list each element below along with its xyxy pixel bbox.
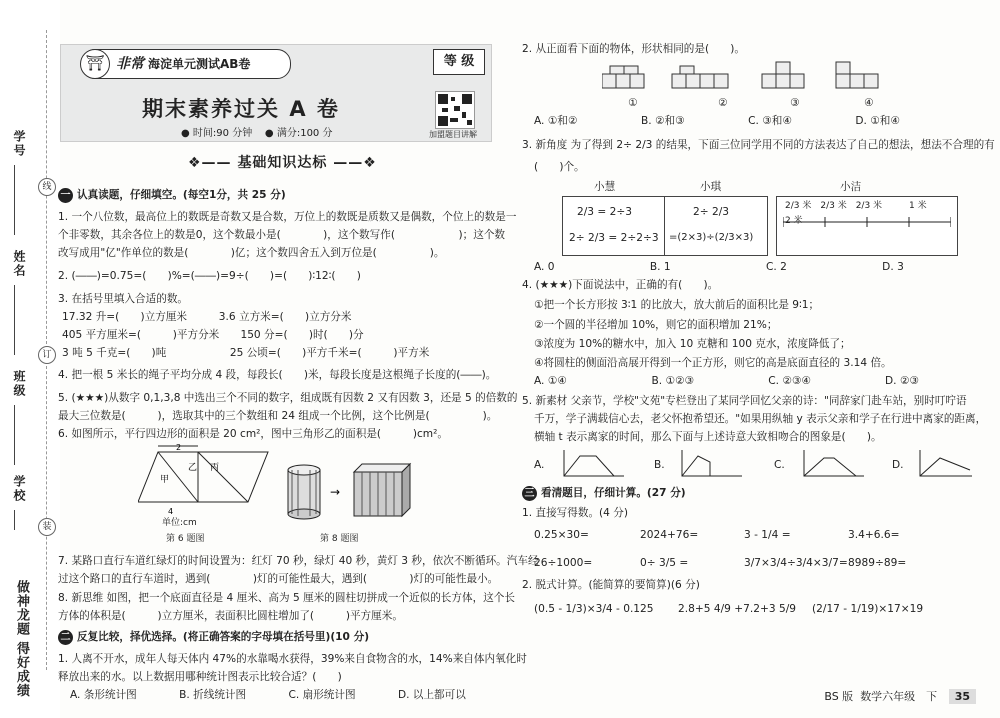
question-line: 5. 新素材 父亲节，学校"文苑"专栏登出了某同学回忆父亲的诗："同辞家门赴车站，别时叮咛语: [522, 395, 967, 407]
calc-item: 26÷1000=: [534, 557, 593, 569]
question-line: 最大三位数是( )，选取其中的三个数组和 24 组成一个比例，这个比例是( )。: [58, 410, 498, 422]
fig6-top-label: 2: [176, 443, 182, 452]
edition: BS 版: [824, 690, 854, 703]
part3-heading: [522, 484, 686, 502]
question-line: 1. 直接写得数。(4 分): [522, 507, 629, 519]
score-icon: ●: [264, 128, 274, 139]
question-line: 405 平方厘米=( )平方分米 150 分=( )时( )分: [62, 329, 364, 341]
question-line: ②一个圆的半径增加 10%，则它的面积增加 21%；: [534, 319, 778, 331]
header-banner: [60, 44, 492, 142]
calc-item: (2/17 - 1/19)×17×19: [812, 603, 924, 615]
clock-icon: ●: [181, 128, 190, 139]
question-line: 千万，学子满载信心去，老父怀抱希望还。"如果用纵轴 y 表示父亲和学子在行进中离家的距离，: [534, 413, 987, 425]
graph-option-a: A.: [534, 459, 545, 471]
brand-main: 非常: [116, 55, 144, 72]
answer-options: A. ①和② B. ②和③ C. ③和④ D. ①和④: [534, 115, 900, 127]
question-line: 6. 如图所示，平行四边形的面积是 20 cm²，图中三角形乙的面积是( )cm²。: [58, 428, 448, 440]
fig6-caption: 第 6 题图: [166, 534, 205, 544]
figure-8-cylinder: [286, 460, 416, 526]
question-line: ③浓度为 10%的糖水中，加入 10 克糖和 100 克水，浓度降低了；: [534, 338, 851, 350]
calc-item: 8989÷89=: [848, 557, 907, 569]
question-line: ( )个。: [534, 161, 585, 173]
question-line: 7. 某路口直行车道红绿灯的时间设置为：红灯 70 秒，绿灯 40 秒，黄灯 3 秒，依次不断循环。汽车经: [58, 555, 539, 567]
question-line: 4. (★★★)下面说法中，正确的有( )。: [522, 279, 719, 291]
brand-badge: [81, 49, 291, 79]
question-line: 5. (★★★)从数字 0,1,3,8 中选出三个不同的数字，组成既有因数 2 又有因数 3，还是 5 的倍数的: [58, 392, 518, 404]
question-line: 4. 把一根 5 米长的绳子平均分成 4 段，每段长( )米，每段长度是这根绳子长度的(――)。: [58, 369, 497, 381]
section-title: ❖—— 基础知识达标 ——❖: [188, 155, 377, 171]
label-school: 学校: [12, 475, 26, 503]
graph-option-c: C.: [774, 459, 785, 471]
part-number: 二: [58, 630, 73, 645]
fig6-region-c: 丙: [210, 463, 220, 473]
graph-option-d: D.: [892, 459, 904, 471]
brand-title: 海淀单元测试AB卷: [148, 56, 251, 71]
question-line: ④将圆柱的侧面沿高展开得到一个正方形，则它的高是底面直径的 3.14 倍。: [534, 357, 892, 369]
page-footer: [824, 688, 976, 704]
question-line: 方体的体积是( )立方厘米，表面积比圆柱增加了( )平方厘米。: [58, 610, 403, 622]
ornament-icon: ——❖: [327, 155, 377, 171]
calc-item: 2024+76=: [640, 529, 699, 541]
q3-box-xiaohui: 2/3 = 2÷3 2÷ 2/3 = 2÷2÷3: [562, 196, 668, 256]
fig8-caption: 第 8 题图: [320, 534, 359, 544]
question-line: 3 吨 5 千克=( )吨 25 公顷=( )平方千米=( )平方米: [62, 347, 430, 359]
question-line: 17.32 升=( )立方厘米 3.6 立方米=( )立方分米: [62, 311, 352, 323]
part-number: 一: [58, 188, 73, 203]
question-line: ①把一个长方形按 3∶1 的比放大，放大前后的面积比是 9∶1；: [534, 299, 820, 311]
q2-num-4: ④: [864, 97, 874, 109]
q3-name-2: 小琪: [700, 181, 722, 193]
fig6-region-a: 甲: [160, 475, 170, 485]
qr-caption: 加盟题目讲解: [429, 130, 477, 139]
question-line: 释放出来的水。以上数据用哪种统计图表示比较合适？( ): [58, 671, 342, 683]
qr-code-icon[interactable]: [435, 91, 475, 129]
q2-solid-figures: [602, 60, 902, 94]
calc-item: 3/7×3/4÷3/4×3/7=: [744, 557, 848, 569]
q5-graphs: [534, 448, 974, 478]
calc-item: (0.5 - 1/3)×3/4 - 0.125: [534, 603, 654, 615]
page-number: 35: [949, 689, 976, 704]
cut-mark: 装: [38, 518, 56, 536]
slogan: 做神龙题 得好成绩: [14, 580, 29, 698]
calc-item: 0÷ 3/5 =: [640, 557, 689, 569]
calc-item: 2.8+5 4/9 +7.2+3 5/9: [678, 603, 797, 615]
fig6-region-b: 乙: [188, 463, 198, 473]
question-line: 3. 在括号里填入合适的数。: [58, 293, 189, 305]
calc-item: 3 - 1/4 =: [744, 529, 791, 541]
question-line: 1. 人离不开水，成年人每天体内 47%的水靠喝水获得，39%来自食物含的水，14%来自体内氧化时: [58, 653, 527, 665]
q2-num-3: ③: [790, 97, 800, 109]
subject: 数学六年级 下: [860, 690, 938, 703]
label-class: 班级: [12, 370, 26, 398]
part2-heading: [58, 628, 369, 646]
figure-6-parallelogram: [138, 442, 278, 522]
graph-option-b: B.: [654, 459, 665, 471]
q3-box-xiaojie: 2/3 米 2/3 米 2/3 米 1 米 2 米: [776, 196, 958, 256]
calc-item: 3.4+6.6=: [848, 529, 900, 541]
question-line: 横轴 t 表示离家的时间，那么下面与上述诗意大致相吻合的图象是( )。: [534, 431, 882, 443]
ornament-icon: ❖——: [188, 155, 238, 171]
blank-student-id: [14, 165, 15, 235]
answer-options: A. 0 B. 1 C. 2 D. 3: [534, 261, 904, 273]
exam-time: 时间:90 分钟: [192, 128, 253, 139]
blank-class: [14, 405, 15, 465]
left-column: [58, 0, 539, 718]
exam-score: 满分:100 分: [276, 128, 333, 139]
question-line: 8. 新思维 如图，把一个底面直径是 4 厘米、高为 5 厘米的圆柱切拼成一个近似的长方体，这个长: [58, 592, 515, 604]
answer-options: A. 条形统计图 B. 折线统计图 C. 扇形统计图 D. 以上都可以: [70, 689, 466, 701]
fig6-bottom-label: 4: [168, 507, 174, 516]
q3-name-1: 小慧: [594, 181, 616, 193]
grade-box: 等 级: [433, 49, 485, 75]
part-title: 认真读题，仔细填空。(每空1分，共 25 分): [77, 189, 286, 201]
cut-mark: 线: [38, 178, 56, 196]
q3-name-3: 小洁: [840, 181, 862, 193]
question-line: 2. 脱式计算。(能简算的要简算)(6 分): [522, 579, 700, 591]
blank-name: [14, 285, 15, 355]
fig6-unit: 单位:cm: [162, 518, 197, 528]
blank-school: [14, 510, 15, 530]
binding-margin: [0, 0, 60, 718]
q2-num-1: ①: [628, 97, 638, 109]
question-line: 1. 一个八位数，最高位上的数既是奇数又是合数，万位上的数既是质数又是偶数，个位上的数是一: [58, 211, 517, 223]
calc-item: 0.25×30=: [534, 529, 589, 541]
part-title: 看清题目，仔细计算。(27 分): [541, 487, 686, 499]
part-number: 三: [522, 486, 537, 501]
question-line: 2. 从正面看下面的物体，形状相同的是( )。: [522, 43, 746, 55]
time-score-bar: [181, 125, 332, 142]
exam-title: 期末素养过关 A 卷: [142, 97, 340, 121]
q2-num-2: ②: [718, 97, 728, 109]
answer-options: A. ①④ B. ①②③ C. ②③④ D. ②③: [534, 375, 919, 387]
torii-logo-icon: ⛩: [80, 49, 110, 79]
label-student-id: 学号: [12, 130, 26, 158]
svg-text:→: →: [330, 485, 341, 499]
question-line: 2. (――)=0.75=( )%=(――)=9÷( )=( )∶12∶( ): [58, 270, 361, 282]
q3-box-xiaoqi: 2÷ 2/3 =(2×3)÷(2/3×3): [664, 196, 768, 256]
question-line: 3. 新角度 为了得到 2÷ 2/3 的结果，下面三位同学用不同的方法表达了自己的想法，想法不合理的有: [522, 139, 995, 151]
question-line: 个非零数，其余各位上的数是0，这个数最小是( )，这个数写作( )；这个数: [58, 229, 506, 241]
question-line: 改写成用"亿"作单位的数是( )亿；这个数四舍五入到万位是( )。: [58, 247, 445, 259]
part1-heading: [58, 186, 286, 204]
right-column: [522, 0, 995, 718]
part-title: 反复比较，择优选择。(将正确答案的字母填在括号里)(10 分): [77, 631, 370, 643]
question-line: 过这个路口的直行车道时，遇到( )灯的可能性最大，遇到( )灯的可能性最小。: [58, 573, 499, 585]
label-name: 姓名: [12, 250, 26, 278]
cut-mark: 订: [38, 346, 56, 364]
